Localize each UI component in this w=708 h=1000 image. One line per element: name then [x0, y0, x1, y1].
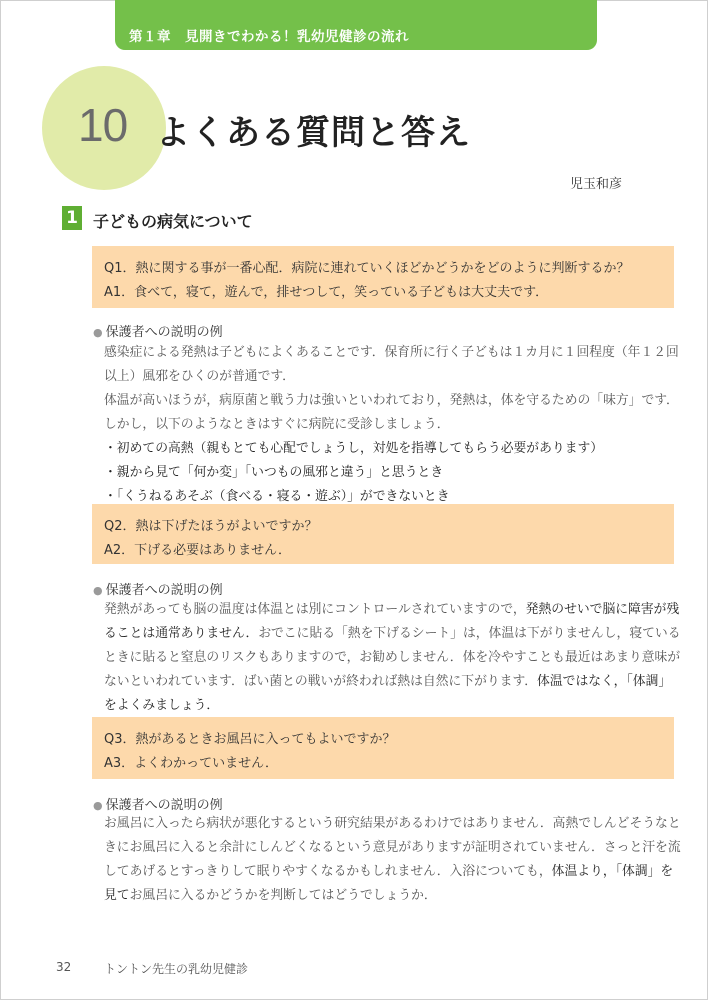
subsection-title: 子どもの病気について: [93, 212, 253, 231]
question-1: Q1．熱に関する事が一番心配．病院に連れていくほどかどうかをどのように判断するか？: [104, 261, 630, 276]
author: 児玉和彦: [570, 177, 623, 192]
bullet-dot-icon: ●: [93, 326, 103, 339]
qa-box-1: [92, 246, 674, 308]
bullet-dot-icon: ●: [93, 799, 103, 812]
question-3: Q3．熱があるときお風呂に入ってもよいですか？: [104, 732, 396, 747]
section-number: 10: [78, 99, 128, 151]
explanation-body-1: 感染症による発熱は子どもによくあることです．保育所に行く子どもは１カ月に１回程度（年１２回 以上）風邪をひくのが普通です． 体温が高いほうが，病原菌と戦う力は強いといわれており，発熱は，体を守るための「味方」です． しかし，以下のようなときはすぐに病院に受診しましょう． ・初めての高熱（親もとても心配でしょうし，対処を指導してもらう必要があります） ・親から見て「何か変」「いつもの風邪と違う」と思うとき ・「くうねるあそぶ（食べる・寝る・遊ぶ）」ができないとき: [104, 345, 679, 504]
explanation-body-2: 発熱があっても脳の温度は体温とは別にコントロールされていますので，発熱のせいで脳に障害が残 ることは通常ありません．おでこに貼る「熱を下げるシート」は，体温は下がりませんし，寝ている ときに貼ると窒息のリスクもありますので，お勧めしません．体を冷やすことも最近はあまり意味が ないといわれています．ばい菌との戦いが終われば熱は自然に下がります．体温ではなく，「体調」 をよくみましょう．: [104, 602, 681, 713]
question-2: Q2．熱は下げたほうがよいですか？: [104, 519, 318, 534]
book-title: トントン先生の乳幼児健診: [104, 962, 249, 976]
explanation-heading-1: ● 保護者への説明の例: [93, 325, 223, 340]
answer-2: A2．下げる必要はありません．: [104, 543, 291, 558]
bullet-dot-icon: ●: [93, 584, 103, 597]
qa-box-3: [92, 717, 674, 779]
answer-3: A3．よくわかっていません．: [104, 756, 278, 771]
page-number: 32: [56, 960, 72, 974]
page-title: よくある質問と答え: [156, 113, 471, 153]
answer-1: A1．食べて，寝て，遊んで，排せつして，笑っている子どもは大丈夫です．: [104, 285, 549, 300]
explanation-heading-3: ● 保護者への説明の例: [93, 798, 223, 813]
explanation-body-3: お風呂に入ったら病状が悪化するという研究結果があるわけではありません．高熱でしんどそうなと きにお風呂に入ると余計にしんどくなるという意見がありますが証明されていません．さっと汗を流 してあげるとすっきりして眠りやすくなるかもしれません．入浴についても，体温より，「体調」を 見てお風呂に入るかどうかを判断してはどうでしょうか．: [104, 816, 681, 903]
chapter-header: 第１章 見開きでわかる！乳幼児健診の流れ: [115, 0, 597, 50]
subsection-number-badge: 1: [62, 206, 82, 230]
explanation-heading-2: ● 保護者への説明の例: [93, 583, 223, 598]
qa-box-2: [92, 504, 674, 564]
